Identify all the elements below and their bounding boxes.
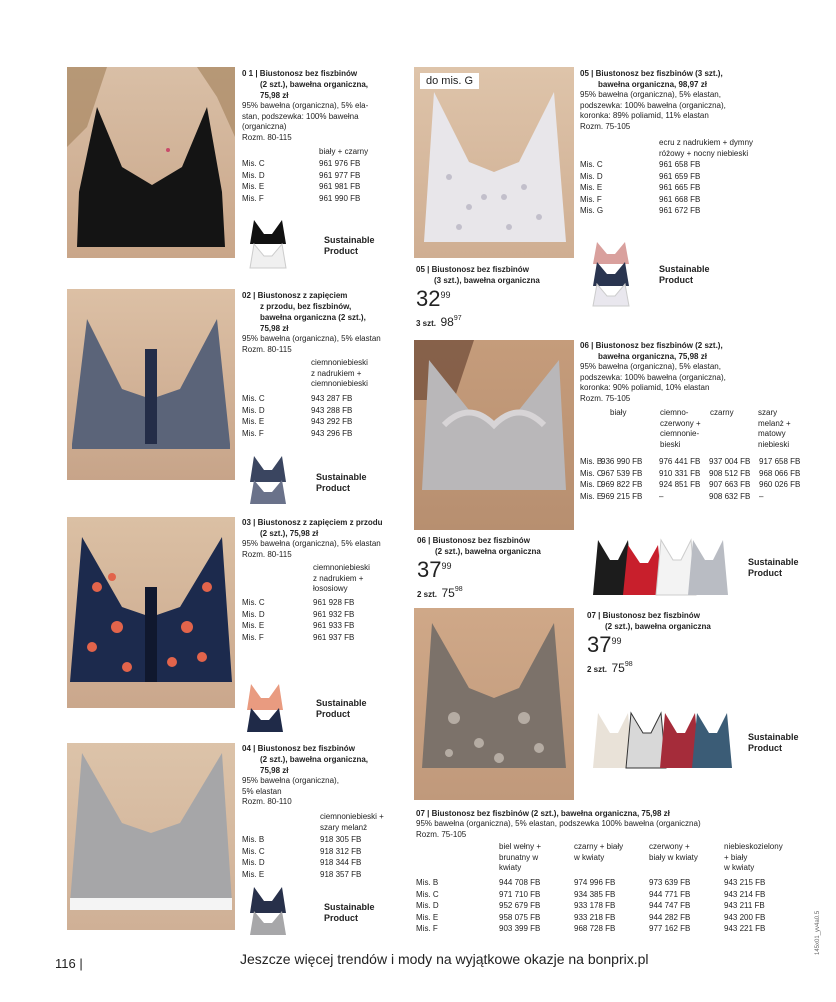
product-01-material-1: 95% bawełna (organiczna), 5% ela-	[242, 101, 369, 110]
article-number: 960 026 FB	[759, 480, 801, 490]
product-text: Product	[316, 709, 351, 719]
price-label-line2: (2 szt.), bawełna organiczna	[605, 622, 711, 631]
article-number: 961 659 FB	[659, 171, 701, 181]
product-01-table	[242, 158, 389, 204]
article-number: 918 312 FB	[320, 846, 362, 856]
article-number: 937 004 FB	[709, 457, 751, 466]
color-line: ciemno-	[660, 408, 689, 417]
product-04-size-range: Rozm. 80-110	[242, 797, 292, 806]
color-column-header	[499, 842, 541, 874]
color-line: czarny + biały	[574, 842, 624, 851]
product-01-color: biały + czarny	[319, 147, 369, 156]
price-integer: 37	[587, 632, 612, 657]
article-number: 943 296 FB	[311, 428, 353, 438]
product-01-material-3: (organiczna)	[242, 122, 287, 131]
table-row	[242, 632, 383, 644]
color-line: niebieskozielony	[724, 842, 783, 851]
product-05-table	[580, 159, 729, 217]
table-row	[242, 597, 383, 609]
product-02-thumbnail[interactable]	[246, 452, 290, 507]
product-01-title-line1: 0 1 | Biustonosz bez fiszbinów	[242, 69, 358, 78]
multi-price	[587, 659, 711, 677]
color-line: biel wełny +	[499, 842, 542, 851]
table-row	[242, 609, 383, 621]
price-integer: 32	[416, 286, 441, 311]
product-07-title: 07 | Biustonosz bez fiszbinów (2 szt.), bawełna organiczna, 75,98 zł	[416, 809, 670, 818]
color-line: ciemnoniebieski +	[320, 812, 384, 821]
multi-label: 2 szt.	[587, 665, 608, 674]
color-line: z nadrukiem +	[311, 368, 362, 378]
article-number: 918 344 FB	[320, 858, 362, 868]
price-label-line2: (2 szt.), bawełna organiczna	[435, 547, 541, 556]
article-number: 961 928 FB	[313, 598, 355, 607]
product-text: Product	[659, 275, 694, 285]
product-07-thumbnails[interactable]	[590, 708, 738, 770]
color-line: ciemnoniebieski	[311, 379, 368, 388]
product-05-photo[interactable]	[414, 67, 574, 258]
article-number: 924 851 FB	[659, 480, 701, 490]
article-number: 961 990 FB	[319, 193, 361, 203]
product-04-title-line1: 04 | Biustonosz bez fiszbinów	[242, 744, 355, 753]
table-row	[242, 393, 381, 405]
table-row	[416, 900, 799, 912]
article-number: 961 658 FB	[659, 160, 701, 169]
cup-size: Mis. F	[242, 193, 264, 203]
article-number: 943 215 FB	[724, 878, 766, 887]
table-row	[242, 620, 383, 632]
table-row	[242, 834, 390, 846]
cup-size: Mis. C	[416, 889, 439, 899]
multi-integer: 75	[611, 661, 625, 675]
table-row	[242, 193, 389, 205]
article-number: 974 996 FB	[574, 878, 616, 887]
product-01-info	[242, 68, 368, 143]
article-number: 968 728 FB	[574, 924, 616, 934]
color-line: ciemnonie-	[660, 429, 700, 438]
article-number: 952 679 FB	[499, 901, 541, 911]
product-04-table	[242, 834, 390, 880]
sustainable-text: Sustainable	[659, 264, 710, 274]
article-number: 944 708 FB	[499, 878, 541, 887]
color-line: w kwiaty	[724, 863, 755, 872]
cup-size: Mis. E	[242, 182, 265, 192]
color-line: ciemnoniebieski	[311, 358, 368, 367]
product-04-price: 75,98 zł	[260, 766, 289, 775]
color-column-header	[724, 842, 783, 874]
article-number: 943 214 FB	[724, 889, 766, 899]
catalog-code: 145x01_yv4a0.5	[815, 910, 821, 955]
article-number: 961 977 FB	[319, 170, 361, 180]
cup-size: Mis. E	[580, 491, 603, 501]
article-number: 943 288 FB	[311, 405, 353, 415]
color-line: matowy	[758, 429, 786, 438]
cup-size: Mis. F	[416, 924, 438, 934]
table-row	[242, 416, 381, 428]
color-column-header	[610, 408, 626, 419]
product-04-sustainable-label	[324, 902, 375, 924]
cup-size: Mis. D	[242, 170, 265, 180]
product-04-material-1: 95% bawełna (organiczna),	[242, 776, 339, 785]
color-line: ciemnoniebieski	[313, 563, 370, 572]
cup-size: Mis. E	[416, 912, 439, 922]
product-01-thumbnail[interactable]	[246, 216, 290, 271]
color-line: czerwony +	[649, 842, 690, 851]
page-number: 116 |	[55, 956, 83, 971]
color-line: biały w kwiaty	[649, 852, 698, 862]
article-number: 903 399 FB	[499, 924, 541, 934]
price-label-line2: (3 szt.), bawełna organiczna	[434, 276, 540, 285]
table-row	[580, 468, 809, 480]
table-row	[580, 182, 729, 194]
sustainable-text: Sustainable	[324, 235, 375, 245]
article-number: 961 668 FB	[659, 194, 701, 204]
product-02-table	[242, 393, 381, 439]
price-label-line1: 06 | Biustonosz bez fiszbinów	[417, 536, 530, 545]
color-line: biały	[610, 408, 627, 417]
article-number: 943 200 FB	[724, 912, 766, 922]
product-06-title-line1: 06 | Biustonosz bez fiszbinów (2 szt.),	[580, 341, 723, 350]
article-number: 936 990 FB	[601, 457, 643, 466]
article-number: 977 162 FB	[649, 924, 691, 934]
cup-size: Mis. D	[580, 480, 603, 490]
cup-size: Mis. E	[580, 183, 603, 193]
product-02-title-line3: bawełna organiczna (2 szt.),	[260, 313, 366, 322]
article-number: 968 066 FB	[759, 468, 801, 478]
cup-size: Mis. E	[242, 621, 265, 631]
color-line: różowy + nocny niebieski	[659, 148, 749, 158]
cup-size: Mis. D	[416, 901, 439, 911]
product-07-sustainable-label	[748, 732, 799, 754]
color-line: brunatny w	[499, 852, 539, 862]
article-number: 961 976 FB	[319, 159, 361, 168]
color-line: szary	[758, 408, 778, 417]
product-05-price-block	[416, 264, 540, 331]
cup-size: Mis. C	[580, 160, 603, 169]
article-number: 943 211 FB	[724, 901, 765, 911]
product-01-size-range: Rozm. 80-115	[242, 132, 292, 142]
price-decimal: 99	[441, 561, 452, 571]
product-05-color	[659, 138, 753, 159]
article-number: 933 178 FB	[574, 901, 616, 911]
product-02-title-line1: 02 | Biustonosz z zapięciem	[242, 291, 348, 300]
product-06-material-3: koronka: 90% poliamid, 10% elastan	[580, 383, 710, 392]
badge-do-mis-g: do mis. G	[420, 73, 479, 89]
color-line: kwiaty	[499, 863, 522, 872]
multi-label: 2 szt.	[417, 590, 438, 599]
product-05-size-range: Rozm. 75-105	[580, 121, 631, 131]
cup-size: Mis. F	[580, 194, 602, 204]
product-02-material: 95% bawełna (organiczna), 5% elastan	[242, 334, 381, 343]
table-row	[242, 405, 381, 417]
product-01-sustainable-label	[324, 235, 375, 257]
table-row	[242, 170, 389, 182]
product-02-info	[242, 290, 381, 355]
product-05-title-line1: 05 | Biustonosz bez fiszbinów (3 szt.),	[580, 69, 723, 78]
table-row	[580, 456, 809, 468]
product-01-material-2: stan, podszewka: 100% bawełna	[242, 111, 359, 121]
product-06-size-range: Rozm. 75-105	[580, 393, 631, 403]
product-07-material: 95% bawełna (organiczna), 5% elastan, podszewka 100% bawełna (organiczna)	[416, 819, 701, 828]
product-04-thumbnail[interactable]	[246, 883, 290, 938]
article-number: 908 512 FB	[709, 468, 751, 478]
product-06-thumbnails[interactable]	[590, 535, 734, 597]
footer-slogan: Jeszcze więcej trendów i mody na wyjątkowe okazje na bonprix.pl	[240, 951, 649, 967]
product-07-info	[416, 808, 701, 840]
color-line: czerwony +	[660, 418, 701, 428]
product-02-photo[interactable]	[67, 289, 235, 480]
multi-price	[417, 584, 541, 602]
article-number: 908 632 FB	[709, 491, 751, 501]
product-05-material-2: podszewka: 100% bawełna (organiczna),	[580, 100, 726, 110]
article-number: –	[659, 491, 664, 501]
product-06-table	[580, 456, 809, 502]
article-number: 943 292 FB	[311, 417, 353, 427]
cup-size: Mis. E	[242, 417, 265, 427]
single-price	[416, 288, 540, 311]
color-line: z nadrukiem +	[313, 573, 364, 583]
product-04-info	[242, 743, 368, 808]
sustainable-text: Sustainable	[316, 472, 367, 482]
product-03-size-range: Rozm. 80-115	[242, 549, 292, 559]
cup-size: Mis. C	[242, 598, 265, 607]
table-row	[242, 428, 381, 440]
table-row	[580, 205, 729, 217]
price-label-line1: 05 | Biustonosz bez fiszbinów	[416, 265, 529, 274]
product-02-size-range: Rozm. 80-115	[242, 344, 292, 354]
color-line: ecru z nadrukiem + dymny	[659, 138, 754, 147]
product-text: Product	[324, 913, 359, 923]
sustainable-text: Sustainable	[324, 902, 375, 912]
color-column-header	[710, 408, 734, 419]
color-line: szary melanż	[320, 822, 368, 832]
article-number: 944 282 FB	[649, 912, 691, 922]
price-integer: 37	[417, 557, 442, 582]
article-number: 969 822 FB	[601, 480, 643, 490]
color-line: łososiowy	[313, 584, 348, 593]
article-number: 969 215 FB	[601, 491, 643, 501]
product-06-sustainable-label	[748, 557, 799, 579]
article-number: 961 665 FB	[659, 183, 701, 193]
color-line: bieski	[660, 439, 681, 449]
table-row	[242, 846, 390, 858]
article-number: 910 331 FB	[659, 468, 701, 478]
article-number: 933 218 FB	[574, 912, 616, 922]
product-01-title-line2: (2 szt.), bawełna organiczna,	[260, 80, 369, 89]
product-05-thumbnail[interactable]	[590, 240, 632, 308]
cup-size: Mis. B	[416, 878, 439, 887]
table-row	[242, 181, 389, 193]
product-02-color	[311, 358, 368, 390]
price-label-line1: 07 | Biustonosz bez fiszbinów	[587, 611, 700, 620]
table-row	[416, 912, 799, 924]
color-line: czarny	[710, 408, 734, 417]
product-06-info	[580, 340, 726, 404]
article-number: 976 441 FB	[659, 457, 701, 466]
sustainable-text: Sustainable	[748, 732, 799, 742]
multi-integer: 75	[441, 586, 455, 600]
table-row	[580, 171, 729, 183]
cup-size: Mis. C	[242, 846, 265, 856]
article-number: 943 221 FB	[724, 924, 766, 934]
product-text: Product	[748, 743, 783, 753]
color-column-header	[660, 408, 701, 450]
price-decimal: 99	[611, 636, 622, 646]
sustainable-text: Sustainable	[316, 698, 367, 708]
product-04-material-2: 5% elastan	[242, 786, 282, 796]
product-05-sustainable-label	[659, 264, 710, 286]
article-number: 961 932 FB	[313, 609, 355, 619]
table-row	[416, 889, 799, 901]
article-number: 917 658 FB	[759, 457, 801, 466]
cup-size: Mis. C	[242, 394, 265, 403]
product-05-material-3: koronka: 89% poliamid, 11% elastan	[580, 111, 709, 120]
product-03-thumbnail[interactable]	[243, 680, 287, 735]
multi-integer: 98	[440, 315, 454, 329]
product-03-sustainable-label	[316, 698, 367, 720]
table-row	[416, 923, 799, 935]
article-number: 973 639 FB	[649, 878, 691, 887]
product-06-price-block	[417, 535, 541, 602]
product-07-photo[interactable]	[414, 608, 574, 800]
product-01-photo[interactable]	[67, 67, 235, 258]
article-number: 943 287 FB	[311, 394, 353, 403]
article-number: 944 771 FB	[649, 889, 691, 899]
product-01-price: 75,98 zł	[260, 91, 289, 100]
article-number: 961 933 FB	[313, 621, 355, 631]
cup-size: Mis. F	[242, 428, 264, 438]
color-line: melanż +	[758, 418, 791, 428]
product-03-table	[242, 597, 383, 643]
multi-decimal: 98	[454, 586, 463, 593]
product-03-photo[interactable]	[67, 517, 235, 708]
color-line: + biały	[724, 852, 748, 862]
product-06-material-2: podszewka: 100% bawełna (organiczna),	[580, 372, 726, 382]
multi-decimal: 98	[624, 661, 633, 668]
article-number: 944 747 FB	[649, 901, 691, 911]
color-column-header	[758, 408, 791, 450]
product-03-info	[242, 517, 382, 560]
product-07-size-range: Rozm. 75-105	[416, 829, 467, 839]
product-04-photo[interactable]	[67, 743, 235, 930]
cup-size: Mis. F	[242, 632, 264, 642]
single-price	[417, 559, 541, 582]
product-04-color	[320, 812, 384, 833]
product-06-material-1: 95% bawełna (organiczna), 5% elastan,	[580, 362, 721, 371]
article-number: 961 981 FB	[319, 182, 361, 192]
cup-size: Mis. D	[580, 171, 603, 181]
price-decimal: 99	[440, 290, 451, 300]
table-row	[580, 479, 809, 491]
product-07-table	[416, 877, 799, 935]
table-row	[580, 159, 729, 171]
multi-price	[416, 313, 540, 331]
cup-size: Mis. B	[242, 835, 265, 844]
product-07-price-block	[587, 610, 711, 677]
product-05-info	[580, 68, 726, 132]
cup-size: Mis. B	[580, 457, 603, 466]
multi-decimal: 97	[453, 315, 462, 322]
product-06-photo[interactable]	[414, 340, 574, 530]
article-number: 918 357 FB	[320, 869, 362, 879]
product-text: Product	[324, 246, 359, 256]
article-number: 967 539 FB	[601, 468, 643, 478]
article-number: 958 075 FB	[499, 912, 541, 922]
cup-size: Mis. C	[580, 468, 603, 478]
product-text: Product	[316, 483, 351, 493]
color-column-header	[649, 842, 698, 863]
article-number: 961 937 FB	[313, 632, 355, 642]
article-number: 918 305 FB	[320, 835, 362, 844]
article-number: 971 710 FB	[499, 889, 541, 899]
product-text: Product	[748, 568, 783, 578]
cup-size: Mis. D	[242, 405, 265, 415]
cup-size: Mis. D	[242, 858, 265, 868]
article-number: –	[759, 491, 764, 501]
cup-size: Mis. C	[242, 159, 265, 168]
product-03-material: 95% bawełna (organiczna), 5% elastan	[242, 539, 381, 548]
product-02-sustainable-label	[316, 472, 367, 494]
product-03-color	[313, 563, 370, 595]
product-02-title-line2: z przodu, bez fiszbinów,	[260, 302, 352, 311]
table-row	[580, 194, 729, 206]
product-04-title-line2: (2 szt.), bawełna organiczna,	[260, 755, 369, 764]
article-number: 961 672 FB	[659, 206, 701, 216]
product-03-price: (2 szt.), 75,98 zł	[260, 529, 319, 538]
sustainable-text: Sustainable	[748, 557, 799, 567]
single-price	[587, 634, 711, 657]
product-03-title-line1: 03 | Biustonosz z zapięciem z przodu	[242, 518, 383, 527]
table-row	[242, 869, 390, 881]
product-05-title-line2: bawełna organiczna, 98,97 zł	[598, 80, 707, 89]
product-06-title-line2: bawełna organiczna, 75,98 zł	[598, 352, 707, 361]
table-row	[580, 491, 809, 503]
cup-size: Mis. D	[242, 609, 265, 619]
article-number: 907 663 FB	[709, 480, 751, 490]
table-row	[416, 877, 799, 889]
color-line: niebieski	[758, 439, 790, 449]
table-row	[242, 857, 390, 869]
article-number: 934 385 FB	[574, 889, 616, 899]
color-column-header	[574, 842, 623, 863]
color-line: w kwiaty	[574, 852, 605, 862]
product-05-material-1: 95% bawełna (organiczna), 5% elastan,	[580, 90, 721, 99]
product-02-price: 75,98 zł	[260, 324, 289, 333]
multi-label: 3 szt.	[416, 319, 437, 328]
cup-size: Mis. E	[242, 869, 265, 879]
cup-size: Mis. G	[580, 206, 604, 216]
table-row	[242, 158, 389, 170]
